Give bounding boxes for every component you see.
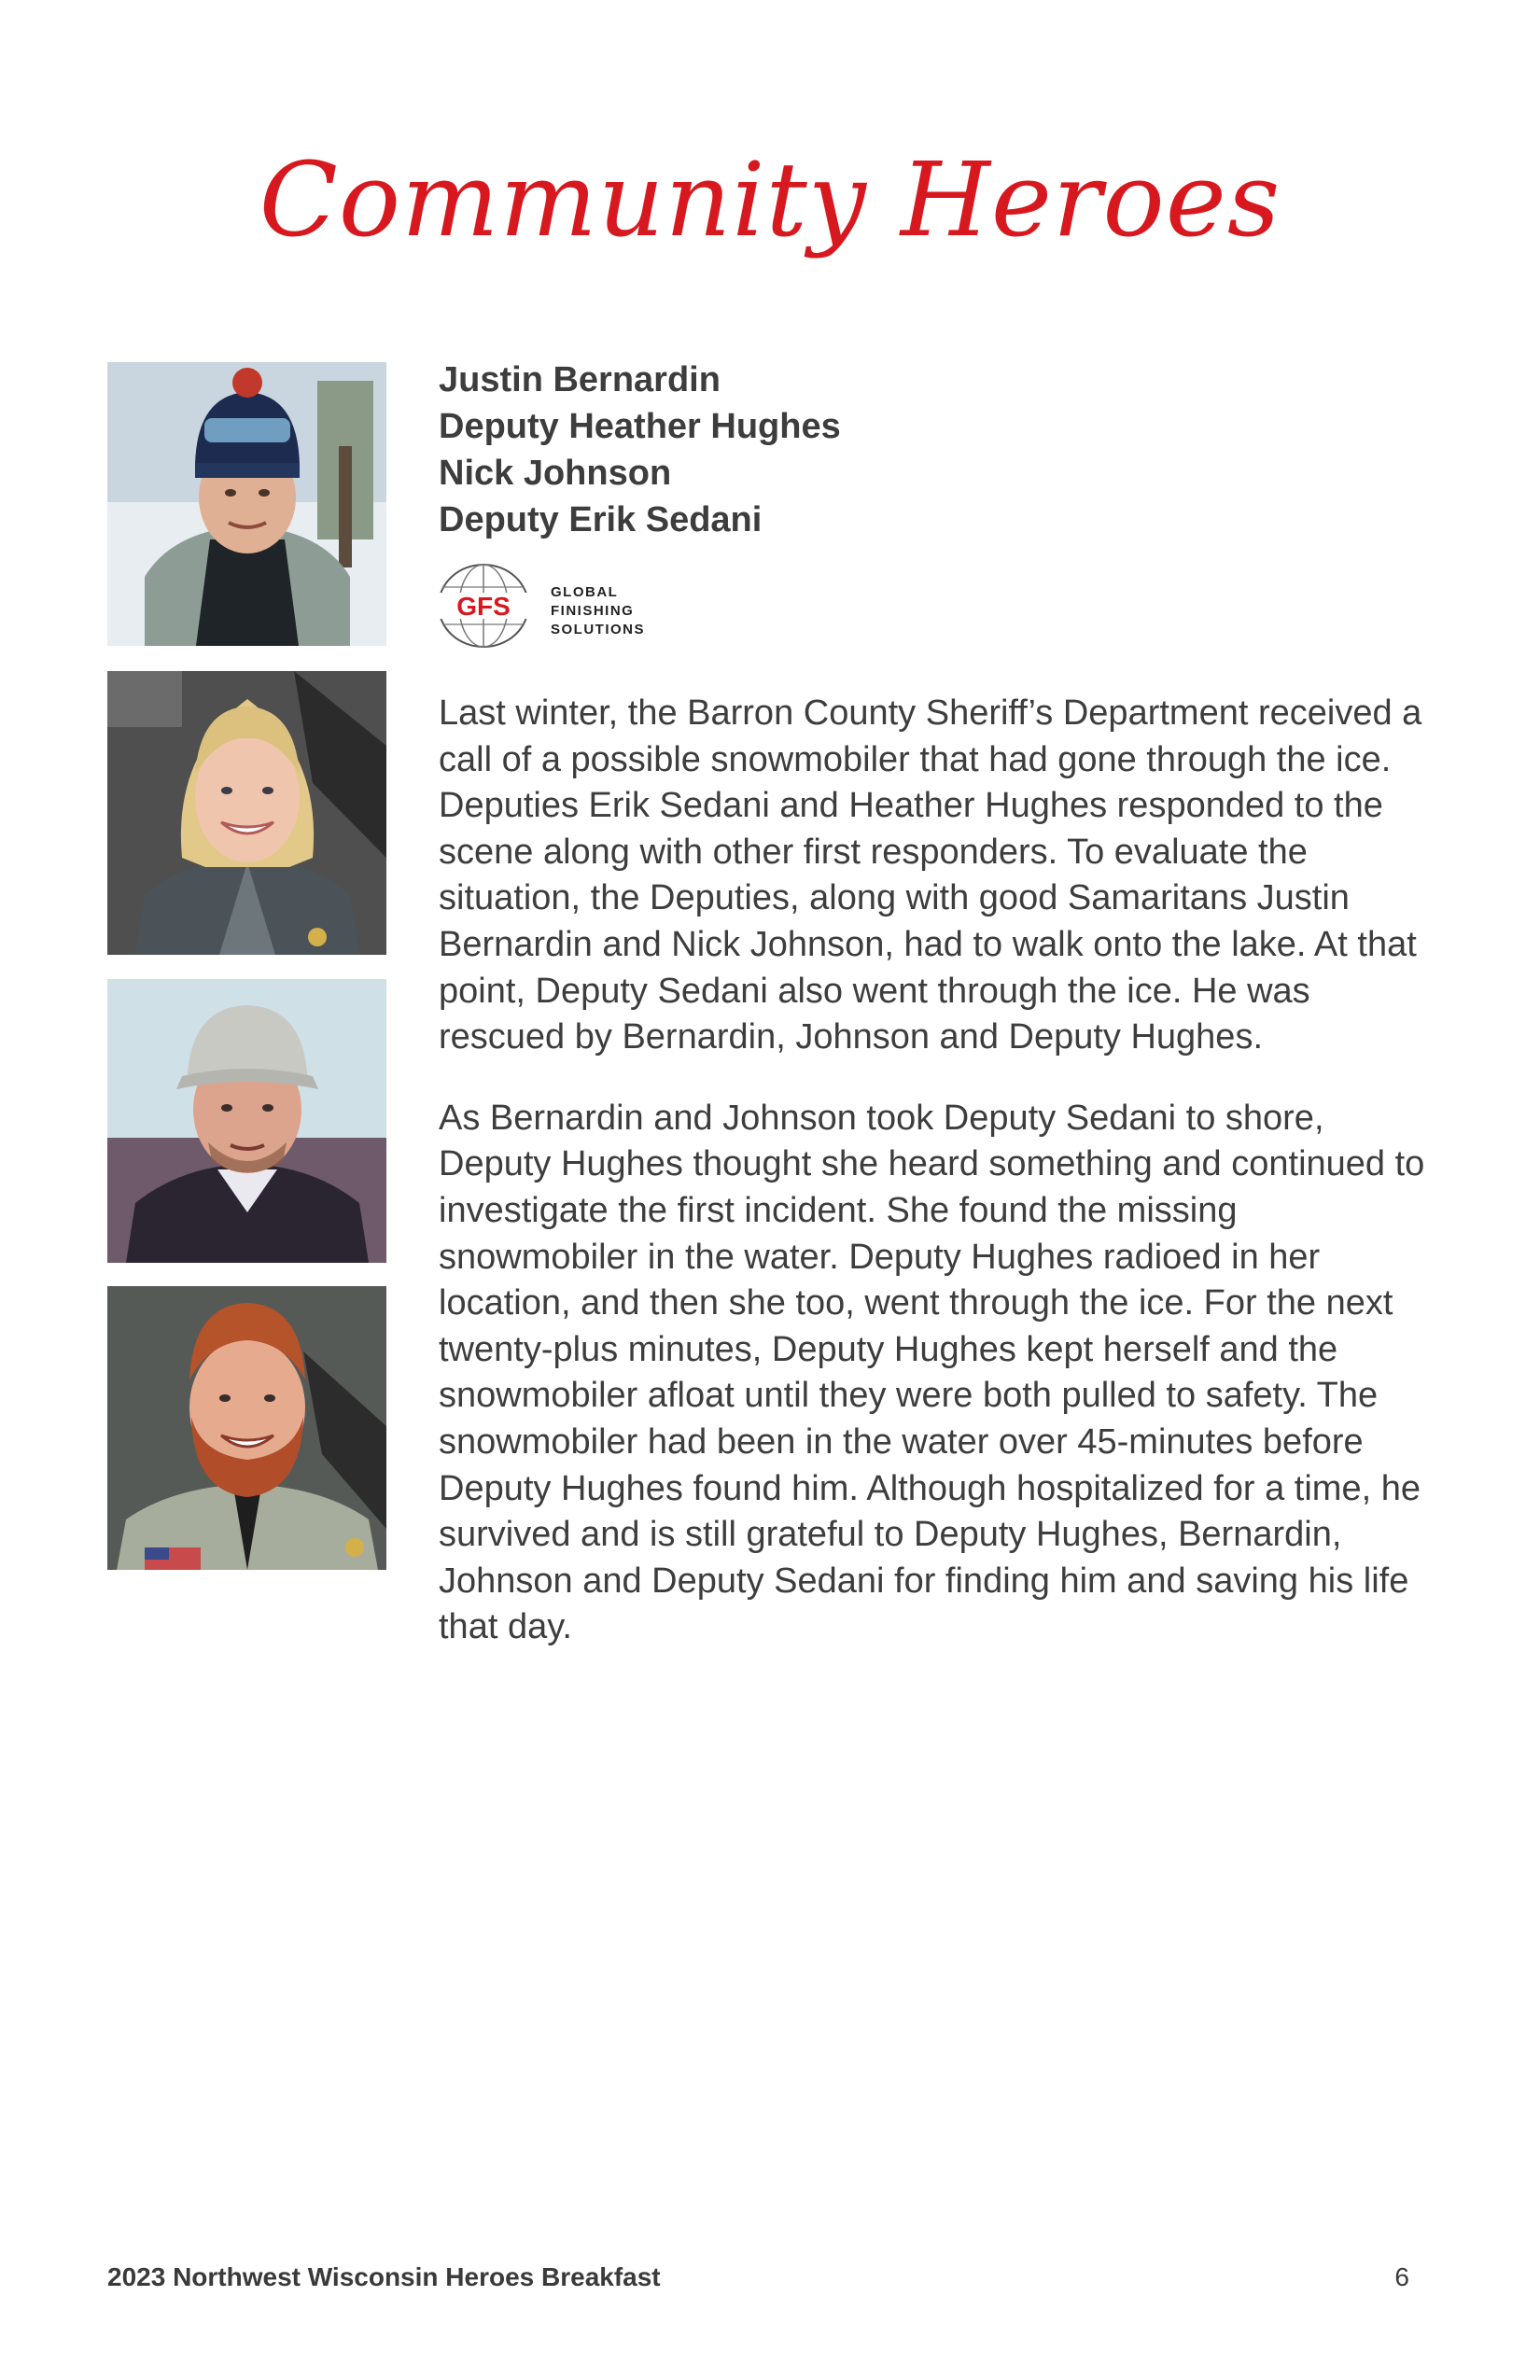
honoree-name: Justin Bernardin [439,360,721,399]
honoree-names [439,357,841,543]
story-text [439,691,1437,1686]
sponsor-logo [435,561,659,651]
logo-letters: GFS [456,592,511,621]
photo-erik-sedani [107,1286,386,1570]
globe-logo-icon [435,561,532,651]
honoree-name: Deputy Heather Hughes [439,407,841,446]
photo-justin-bernardin [107,362,386,646]
logo-line: GLOBAL [551,584,619,600]
paragraph: As Bernardin and Johnson took Deputy Sedani to shore, Deputy Hughes thought she heard something and continued to investigate the first incident. She found the missing snowmobiler in the water. Deputy Hughes radioed in her location, and then she too, went through the ice. For the next twenty-plus minutes, Deputy Hughes kept herself and the snowmobiler afloat until they were both pulled to safety. The snowmobiler had been in the water over 45-minutes before Deputy Hughes found him. Although hospitalized for a time, he survived and is still grateful to Deputy Hughes, Bernardin, Johnson and Deputy Sedani for finding him and saving his life that day. [439,1098,1425,1647]
logo-line: SOLUTIONS [551,622,646,637]
logo-line: FINISHING [551,603,635,619]
honoree-name: Deputy Erik Sedani [439,500,763,539]
page-number: 6 [1394,2262,1409,2291]
paragraph: Last winter, the Barron County Sheriff’s Department received a call of a possible snowmobiler that had gone through the ice. Deputies Erik Sedani and Heather Hughes responded to the scene along with other first responders. To evaluate the situation, the Deputies, along with good Samaritans Justin Bernardin and Nick Johnson, had to walk onto the lake. At that point, Deputy Sedani also went through the ice. He was rescued by Bernardin, Johnson and Deputy Hughes. [439,693,1422,1057]
honoree-name: Nick Johnson [439,454,672,493]
photo-heather-hughes [107,671,386,955]
photo-nick-johnson [107,979,386,1263]
footer-event-title: 2023 Northwest Wisconsin Heroes Breakfast [107,2262,661,2291]
page-title: Community Heroes [259,140,1281,259]
